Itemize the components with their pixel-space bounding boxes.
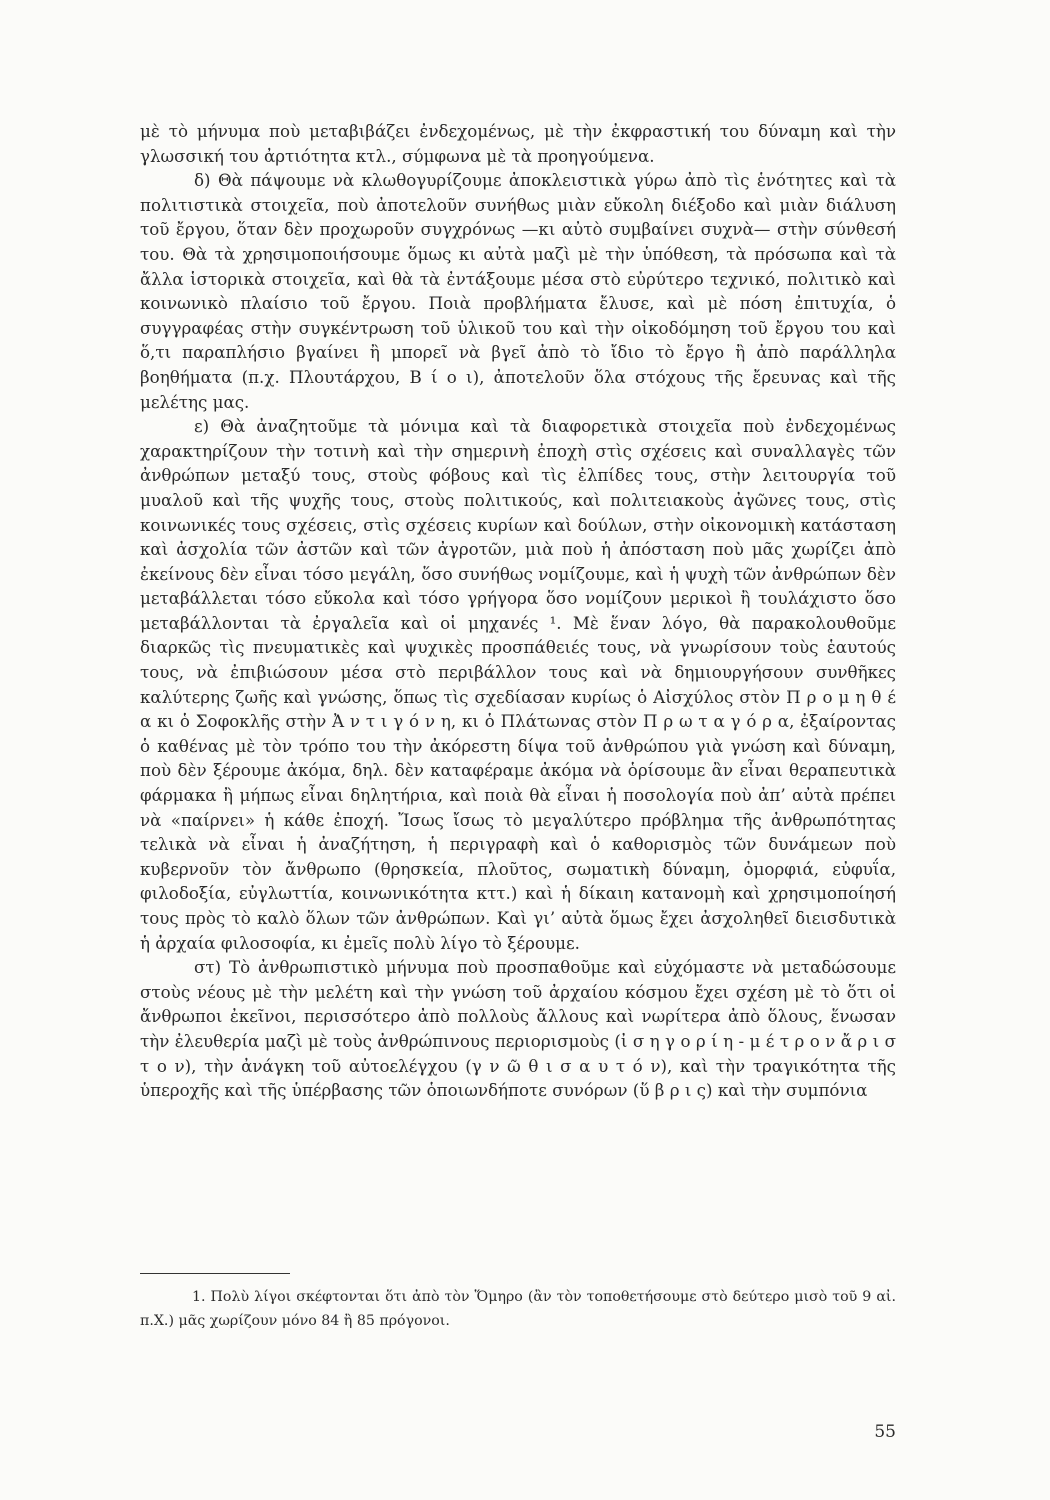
body-text [140,119,896,1103]
paragraph-continuation: μὲ τὸ μήνυμα ποὺ μεταβιβάζει ἐνδεχομένως, μὲ τὴν ἐκφραστική του δύναμη καὶ τὴν γλωσσική του ἀρτιότητα κτλ., σύμφωνα μὲ τὰ προηγούμενα. [140,121,896,166]
paragraph-epsilon: ε) Θὰ ἀναζητοῦμε τὰ μόνιμα καὶ τὰ διαφορετικὰ στοιχεῖα ποὺ ἐνδεχομένως χαρακτηρίζουν τὴν τοτινὴ καὶ τὴν σημερινὴ ἐποχὴ στὶς σχέσεις καὶ συναλλαγὲς τῶν ἀνθρώπων μεταξύ τους, στοὺς φόβους καὶ τὶς ἐλπίδες τους, στὴν λειτουργία τοῦ μυαλοῦ καὶ τῆς ψυχῆς τους, στοὺς πολιτικούς, καὶ πολιτειακοὺς ἀγῶνες τους, στὶς κοινωνικές τους σχέσεις, στὶς σχέσεις κυρίων καὶ δούλων, στὴν οἰκονομικὴ κατάσταση καὶ ἀσχολία τῶν ἀστῶν καὶ τῶν ἀγροτῶν, μιὰ ποὺ ἡ ἀπόσταση ποὺ μᾶς χωρίζει ἀπὸ ἐκείνους δὲν εἶναι τόσο μεγάλη, ὅσο συνήθως νομίζουμε, καὶ ἡ ψυχὴ τῶν ἀνθρώπων δὲν μεταβάλλεται τόσο εὔκολα καὶ τόσο γρήγορα ὅσο νομίζουν μερικοὶ ἢ τουλάχιστο ὅσο μεταβάλλονται τὰ ἐργαλεῖα καὶ οἱ μηχανές ¹. Μὲ ἕναν λόγο, θὰ παρακολουθοῦμε διαρκῶς τὶς πνευματικὲς καὶ ψυχικὲς προσπάθειές τους, νὰ γνωρίσουν τοὺς ἑαυτούς τους, νὰ ἐπιβιώσουν μέσα στὸ περιβάλλον τους καὶ νὰ δημιουργήσουν συνθῆκες καλύτερης ζωῆς καὶ γνώσης, ὅπως τὶς σχεδίασαν κυρίως ὁ Αἰσχύλος στὸν Π ρ ο μ η θ έ α κι ὁ Σοφοκλῆς στὴν Ἀ ν τ ι γ ό ν η, κι ὁ Πλάτωνας στὸν Π ρ ω τ α γ ό ρ α, ἐξαίροντας ὁ καθένας μὲ τὸν τρόπο του τὴν ἀκόρεστη δίψα τοῦ ἀνθρώπου γιὰ γνώση καὶ δύναμη, ποὺ δὲν ξέρουμε ἀκόμα, δηλ. δὲν καταφέραμε ἀκόμα νὰ ὁρίσουμε ἂν εἶναι θεραπευτικὰ φάρμακα ἢ μήπως εἶναι δηλητήρια, καὶ ποιὰ θὰ εἶναι ἡ ποσολογία ποὺ ἀπ’ αὐτὰ πρέπει νὰ «παίρνει» ἡ κάθε ἐποχή. Ἴσως ἴσως τὸ μεγαλύτερο πρόβλημα τῆς ἀνθρωπότητας τελικὰ νὰ εἶναι ἡ ἀναζήτηση, ἡ περιγραφὴ καὶ ὁ καθορισμὸς τῶν δυνάμεων ποὺ κυβερνοῦν τὸν ἄνθρωπο (θρησκεία, πλοῦτος, σωματικὴ δύναμη, ὀμορφιά, εὐφυΐα, φιλοδοξία, εὐγλωττία, κοινωνικότητα κττ.) καὶ ἡ δίκαιη κατανομὴ καὶ χρησιμοποίησή τους πρὸς τὸ καλὸ ὅλων τῶν ἀνθρώπων. Καὶ γι’ αὐτὰ ὅμως ἔχει ἀσχοληθεῖ διεισδυτικὰ ἡ ἀρχαία φιλοσοφία, κι ἐμεῖς πολὺ λίγο τὸ ξέρουμε. [140,416,896,953]
footnote: 1. Πολὺ λίγοι σκέφτονται ὅτι ἀπὸ τὸν Ὅμηρο (ἂν τὸν τοποθετήσουμε στὸ δεύτερο μισὸ τοῦ 9 αἰ. π.Χ.) μᾶς χωρίζουν μόνο 84 ἢ 85 πρόγονοι. [140,1289,896,1329]
paragraph-delta: δ) Θὰ πάψουμε νὰ κλωθογυρίζουμε ἀποκλειστικὰ γύρω ἀπὸ τὶς ἑνότητες καὶ τὰ πολιτιστικὰ στοιχεῖα, ποὺ ἀποτελοῦν συνήθως μιὰν εὔκολη διέξοδο καὶ μιὰν διάλυση τοῦ ἔργου, ὅταν δὲν προχωροῦν συγχρόνως —κι αὐτὸ συμβαίνει συχνὰ— στὴν σύνθεσή του. Θὰ τὰ χρησιμοποιήσουμε ὅμως κι αὐτὰ μαζὶ μὲ τὴν ὑπόθεση, τὰ πρόσωπα καὶ τὰ ἄλλα ἱστορικὰ στοιχεῖα, καὶ θὰ τὰ ἐντάξουμε μέσα στὸ εὐρύτερο τεχνικό, πολιτικὸ καὶ κοινωνικὸ πλαίσιο τοῦ ἔργου. Ποιὰ προβλήματα ἔλυσε, καὶ μὲ πόση ἐπιτυχία, ὁ συγγραφέας στὴν συγκέντρωση τοῦ ὑλικοῦ του καὶ τὴν οἰκοδόμηση τοῦ ἔργου του καὶ ὅ,τι παραπλήσιο βγαίνει ἢ μπορεῖ νὰ βγεῖ ἀπὸ τὸ ἴδιο τὸ ἔργο ἢ ἀπὸ παράλληλα βοηθήματα (π.χ. Πλουτάρχου, Β ί ο ι), ἀποτελοῦν ὅλα στόχους τῆς ἔρευνας καὶ τῆς μελέτης μας. [140,170,896,412]
footnote-divider [140,1273,290,1274]
paragraph-stigma: στ) Τὸ ἀνθρωπιστικὸ μήνυμα ποὺ προσπαθοῦμε καὶ εὐχόμαστε νὰ μεταδώσουμε στοὺς νέους μὲ τὴν μελέτη καὶ τὴν γνώση τοῦ ἀρχαίου κόσμου ἔχει σχέση μὲ τὸ ὅτι οἱ ἄνθρωποι ἐκεῖνοι, περισσότερο ἀπὸ πολλοὺς ἄλλους καὶ νωρίτερα ἀπὸ ὅλους, ἕνωσαν τὴν ἐλευθερία μαζὶ μὲ τοὺς ἀνθρώπινους περιορισμοὺς (ἰ σ η γ ο ρ ί η - μ έ τ ρ ο ν ἄ ρ ι σ τ ο ν), τὴν ἀνάγκη τοῦ αὐτοελέγχου (γ ν ῶ θ ι σ α υ τ ό ν), καὶ τὴν τραγικότητα τῆς ὑπεροχῆς καὶ τῆς ὑπέρβασης τῶν ὁποιωνδήποτε συνόρων (ὕ β ρ ι ς) καὶ τὴν συμπόνια [140,957,896,1101]
page-number: 55 [874,1422,896,1442]
